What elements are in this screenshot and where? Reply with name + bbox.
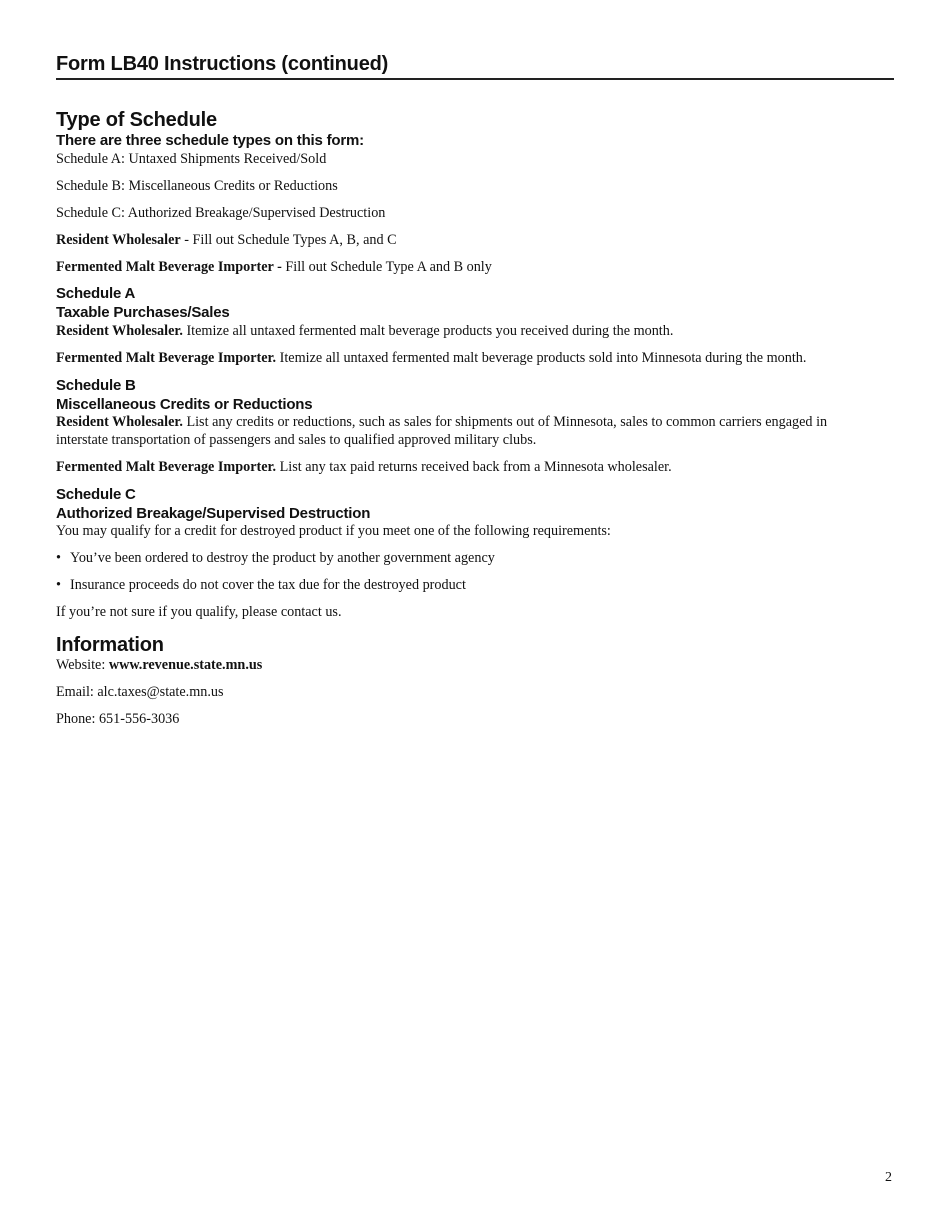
website-label: Website:: [56, 657, 109, 673]
resident-text: - Fill out Schedule Types A, B, and C: [180, 232, 397, 248]
schedule-c-heading: Schedule C: [56, 486, 136, 503]
resident-text: Itemize all untaxed fermented malt beverage products you received during the month.: [182, 323, 674, 339]
email-line: Email: alc.taxes@state.mn.us: [56, 684, 224, 700]
importer-label: Fermented Malt Beverage Importer.: [56, 350, 277, 366]
schedule-c-subheading: Authorized Breakage/Supervised Destruction: [56, 505, 371, 522]
schedule-b-importer: [56, 458, 876, 476]
schedule-b-subheading: Miscellaneous Credits or Reductions: [56, 396, 313, 413]
importer-text: Itemize all untaxed fermented malt beverage products sold into Minnesota during the month.: [276, 350, 807, 366]
schedule-b-heading: Schedule B: [56, 377, 136, 394]
page-number: 2: [885, 1170, 892, 1185]
website-link[interactable]: www.revenue.state.mn.us: [108, 657, 263, 673]
schedule-b-resident: [56, 413, 866, 449]
resident-label: Resident Wholesaler: [56, 232, 181, 248]
schedule-a-item: Schedule A: Untaxed Shipments Received/Sold: [56, 151, 327, 167]
importer-label: Fermented Malt Beverage Importer.: [56, 459, 277, 475]
list-item: [56, 576, 466, 594]
resident-text: List any credits or reductions, such as sales for shipments out of Minnesota, sales to common carriers engaged in interstate transportation of passengers and sales to qualified approved military clubs.: [56, 414, 828, 448]
resident-label: Resident Wholesaler.: [56, 323, 183, 339]
website-line: [56, 656, 876, 674]
list-item-text: Insurance proceeds do not cover the tax due for the destroyed product: [70, 577, 466, 593]
resident-wholesaler-note: [56, 231, 876, 249]
importer-note: [56, 258, 876, 276]
schedule-b-item: Schedule B: Miscellaneous Credits or Reductions: [56, 178, 338, 194]
schedule-c-closing: If you’re not sure if you qualify, please contact us.: [56, 604, 342, 620]
schedule-a-importer: [56, 349, 894, 367]
information-heading: Information: [56, 634, 164, 656]
list-item: [56, 549, 495, 567]
schedule-a-subheading: Taxable Purchases/Sales: [56, 304, 230, 321]
schedule-types-subheading: There are three schedule types on this form:: [56, 132, 364, 149]
schedule-a-resident: [56, 322, 876, 340]
type-of-schedule-heading: Type of Schedule: [56, 109, 217, 131]
schedule-a-heading: Schedule A: [56, 285, 136, 302]
list-item-text: You’ve been ordered to destroy the product by another government agency: [70, 550, 495, 566]
page-title: Form LB40 Instructions (continued): [56, 52, 894, 80]
resident-label: Resident Wholesaler.: [56, 414, 183, 430]
importer-text: Fill out Schedule Type A and B only: [281, 259, 492, 275]
schedule-c-item: Schedule C: Authorized Breakage/Supervised Destruction: [56, 205, 386, 221]
importer-label: Fermented Malt Beverage Importer -: [56, 259, 282, 275]
bullet-icon: •: [56, 577, 61, 593]
bullet-icon: •: [56, 550, 61, 566]
phone-line: Phone: 651-556-3036: [56, 711, 180, 727]
schedule-c-intro: You may qualify for a credit for destroyed product if you meet one of the following requirements:: [56, 523, 611, 539]
importer-text: List any tax paid returns received back from a Minnesota wholesaler.: [276, 459, 672, 475]
